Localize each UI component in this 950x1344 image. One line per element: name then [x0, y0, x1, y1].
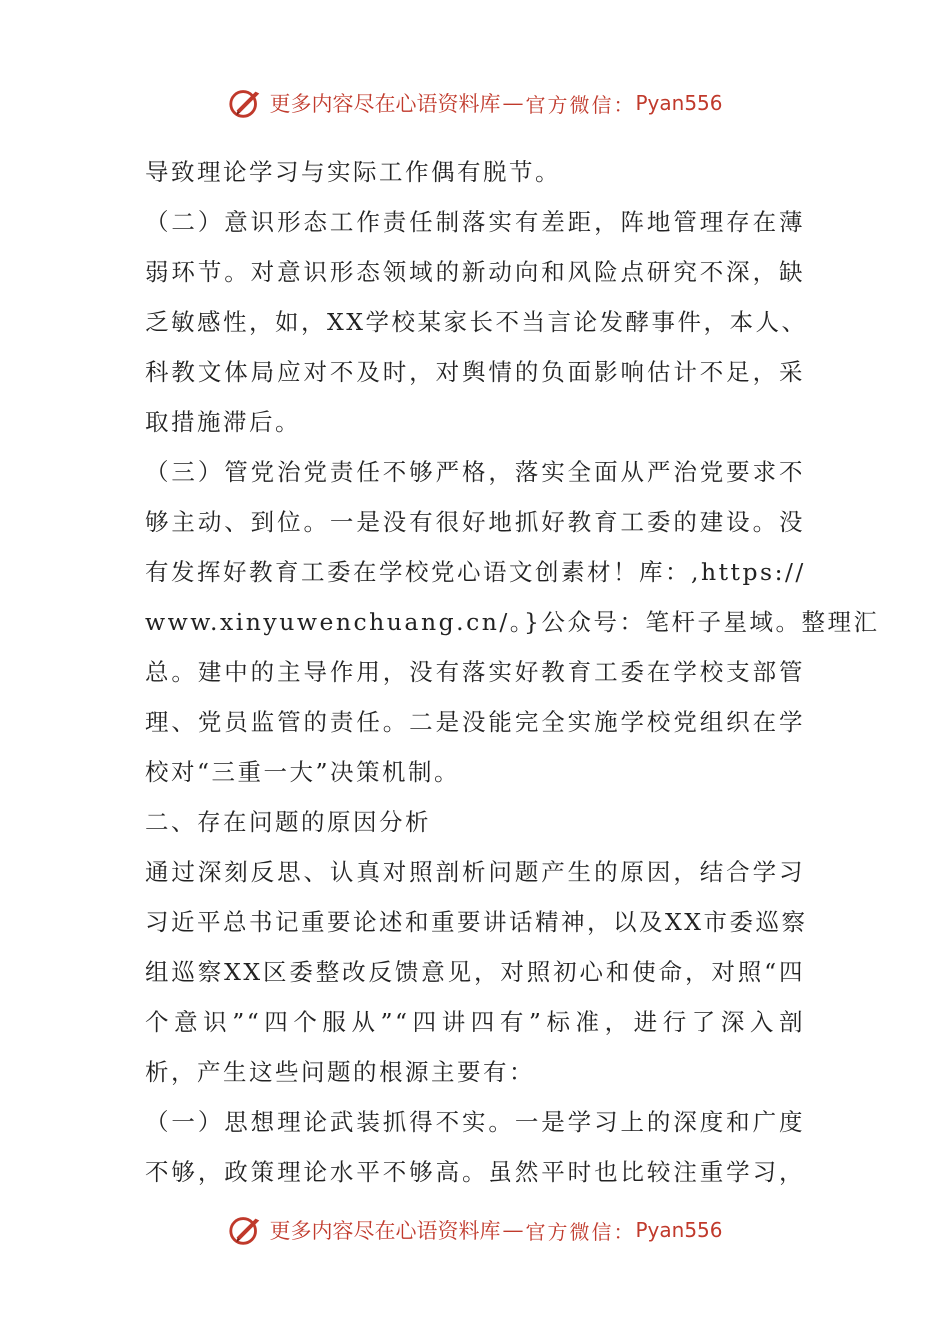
text-line: 总。建中的主导作用，没有落实好教育工委在学校支部管 [145, 658, 805, 686]
text-line: 析，产生这些问题的根源主要有： [145, 1058, 535, 1086]
text-line: 理、党员监管的责任。二是没能完全实施学校党组织在学 [145, 708, 805, 736]
banner-wechat-label: 官方微信： [525, 92, 636, 117]
banner-dash: — [502, 1218, 524, 1242]
text-line: （三）管党治党责任不够严格，落实全面从严治党要求不 [145, 458, 805, 486]
banner-text: 更多内容尽在心语资料库 [269, 92, 501, 116]
section-heading: 二、存在问题的原因分析 [145, 808, 431, 836]
text-line: 科教文体局应对不及时，对舆情的负面影响估计不足，采 [145, 358, 805, 386]
text-line: 校对“三重一大”决策机制。 [145, 758, 461, 786]
banner-wechat-id: Pyan556 [635, 1218, 723, 1242]
text-line: 取措施滞后。 [145, 408, 301, 436]
text-line: （一）思想理论武装抓得不实。一是学习上的深度和广度 [145, 1108, 805, 1136]
banner-wechat-label: 官方微信： [525, 1219, 636, 1244]
text-line: 习近平总书记重要论述和重要讲话精神，以及XX市委巡察 [145, 908, 808, 936]
text-line: www.xinyuwenchuang.cn/。}公众号：笔杆子星域。整理汇 [145, 608, 880, 636]
banner-dash: — [502, 91, 524, 115]
text-line: 乏敏感性，如，XX学校某家长不当言论发酵事件，本人、 [145, 308, 808, 336]
text-line: 通过深刻反思、认真对照剖析问题产生的原因，结合学习 [145, 858, 805, 886]
banner-text: 更多内容尽在心语资料库 [269, 1219, 501, 1243]
text-line: 有发挥好教育工委在学校党心语文创素材！库：,https:// [145, 558, 806, 586]
banner-wechat-id: Pyan556 [635, 91, 723, 115]
text-line: 不够，政策理论水平不够高。虽然平时也比较注重学习， [145, 1158, 805, 1186]
text-line: 组巡察XX区委整改反馈意见，对照初心和使命，对照“四 [145, 958, 805, 986]
text-line: 够主动、到位。一是没有很好地抓好教育工委的建设。没 [145, 508, 805, 536]
text-line: 个意识”“四个服从”“四讲四有”标准，进行了深入剖 [145, 1008, 805, 1036]
pen-logo-icon [227, 84, 265, 122]
text-line: 弱环节。对意识形态领域的新动向和风险点研究不深，缺 [145, 258, 805, 286]
text-line: 导致理论学习与实际工作偶有脱节。 [145, 158, 561, 186]
text-line: （二）意识形态工作责任制落实有差距，阵地管理存在薄 [145, 208, 805, 236]
pen-logo-icon [227, 1211, 265, 1249]
header-banner [0, 83, 950, 123]
document-body [145, 147, 880, 1197]
footer-banner [0, 1210, 950, 1250]
